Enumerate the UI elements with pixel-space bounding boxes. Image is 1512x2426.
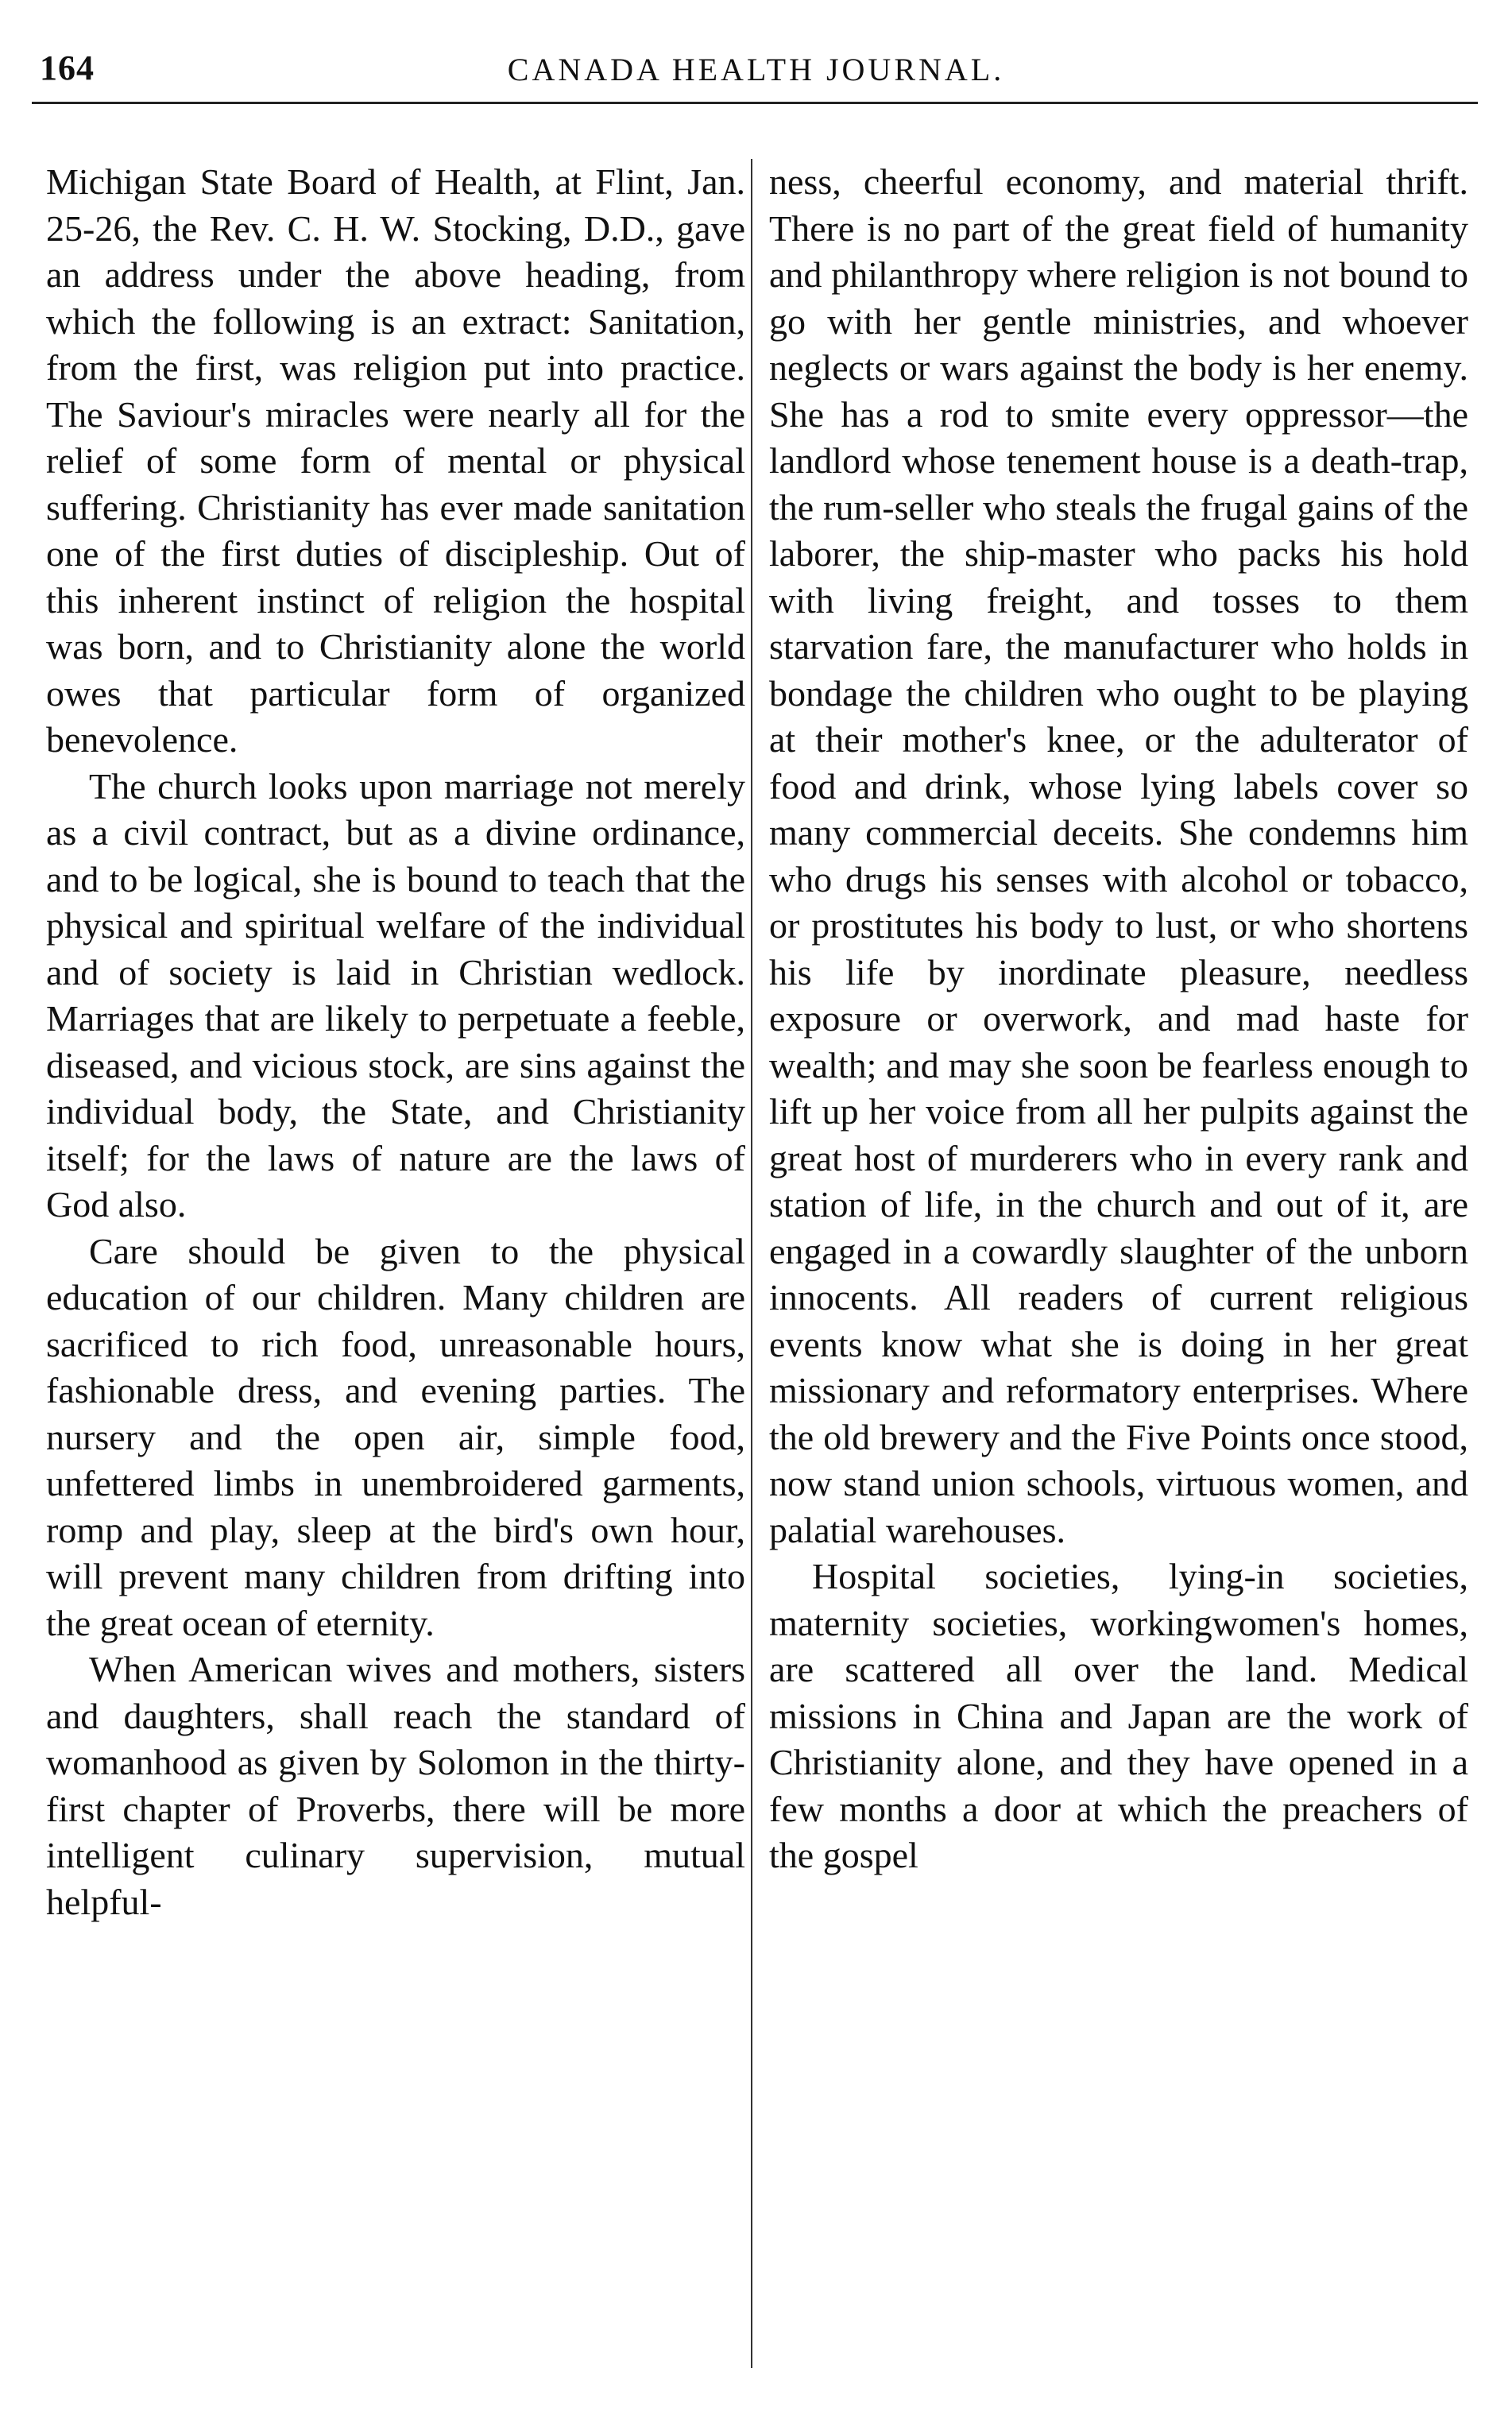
paragraph: The church looks upon marriage not merely as a civil contract, but as a divine ordinance, and to be logical, she is bound to teach that the physical and spiritual welfare of the individual and of society is laid in Christian wedlock. Marriages that are likely to perpetuate a feeble, diseased, and vicious stock, are sins against the individual body, the State, and Christianity itself; for the laws of nature are the laws of God also.: [46, 765, 745, 1225]
running-title: CANADA HEALTH JOURNAL.: [507, 52, 1005, 87]
paragraph: Michigan State Board of Health, at Flint, Jan. 25-26, the Rev. C. H. W. Stocking, D.D., gave an address under the above heading, from which the following is an extract: Sanitation, from the first, was religion put into practice. The Saviour's miracles were nearly all for the relief of some form of mental or physical suffering. Christianity has ever made sanitation one of the first duties of discipleship. Out of this inherent instinct of religion the hospital was born, and to Christianity alone the world owes that particular form of organized benevolence.: [46, 161, 745, 760]
paragraph: Hospital societies, lying-in societies, maternity societies, workingwomen's homes, are scattered all over the land. Medical missions in China and Japan are the work of Christianity alone, and they have opened in a few months a door at which the preachers of the gospel: [769, 1556, 1468, 1875]
paragraph: When American wives and mothers, sisters and daughters, shall reach the standard of womanhood as given by Solomon in the thirty-first chapter of Proverbs, there will be more intelligent culinary supervision, mutual helpful-: [46, 1649, 745, 1922]
left-column: [46, 159, 745, 1925]
paragraph: Care should be given to the physical education of our children. Many children are sacrificed to rich food, unreasonable hours, fashionable dress, and evening parties. The nursery and the open air, simple food, unfettered limbs in unembroidered garments, romp and play, sleep at the bird's own hour, will prevent many children from drifting into the great ocean of eternity.: [46, 1230, 745, 1643]
column-divider: [751, 159, 752, 2368]
right-column: [769, 159, 1468, 1879]
header-rule: [32, 102, 1478, 104]
paragraph: ness, cheerful economy, and material thrift. There is no part of the great field of humanity and philanthropy where religion is not bound to go with her gentle ministries, and whoever neglects or wars against the body is her enemy. She has a rod to smite every oppressor—the landlord whose tenement house is a death-trap, the rum-seller who steals the frugal gains of the laborer, the ship-master who packs his hold with living freight, and tosses to them starvation fare, the manufacturer who holds in bondage the children who ought to be playing at their mother's knee, or the adulterator of food and drink, whose lying labels cover so many commercial deceits. She condemns him who drugs his senses with alcohol or tobacco, or prostitutes his body to lust, or who shortens his life by inordinate pleasure, needless exposure or overwork, and mad haste for wealth; and may she soon be fearless enough to lift up her voice from all her pulpits against the great host of murderers who in every rank and station of life, in the church and out of it, are engaged in a cowardly slaughter of the unborn innocents. All readers of current religious events know what she is doing in her great missionary and reformatory enterprises. Where the old brewery and the Five Points once stood, now stand union schools, virtuous women, and palatial warehouses.: [769, 161, 1468, 1550]
page-header: [40, 48, 1472, 103]
page-number: 164: [40, 48, 95, 87]
